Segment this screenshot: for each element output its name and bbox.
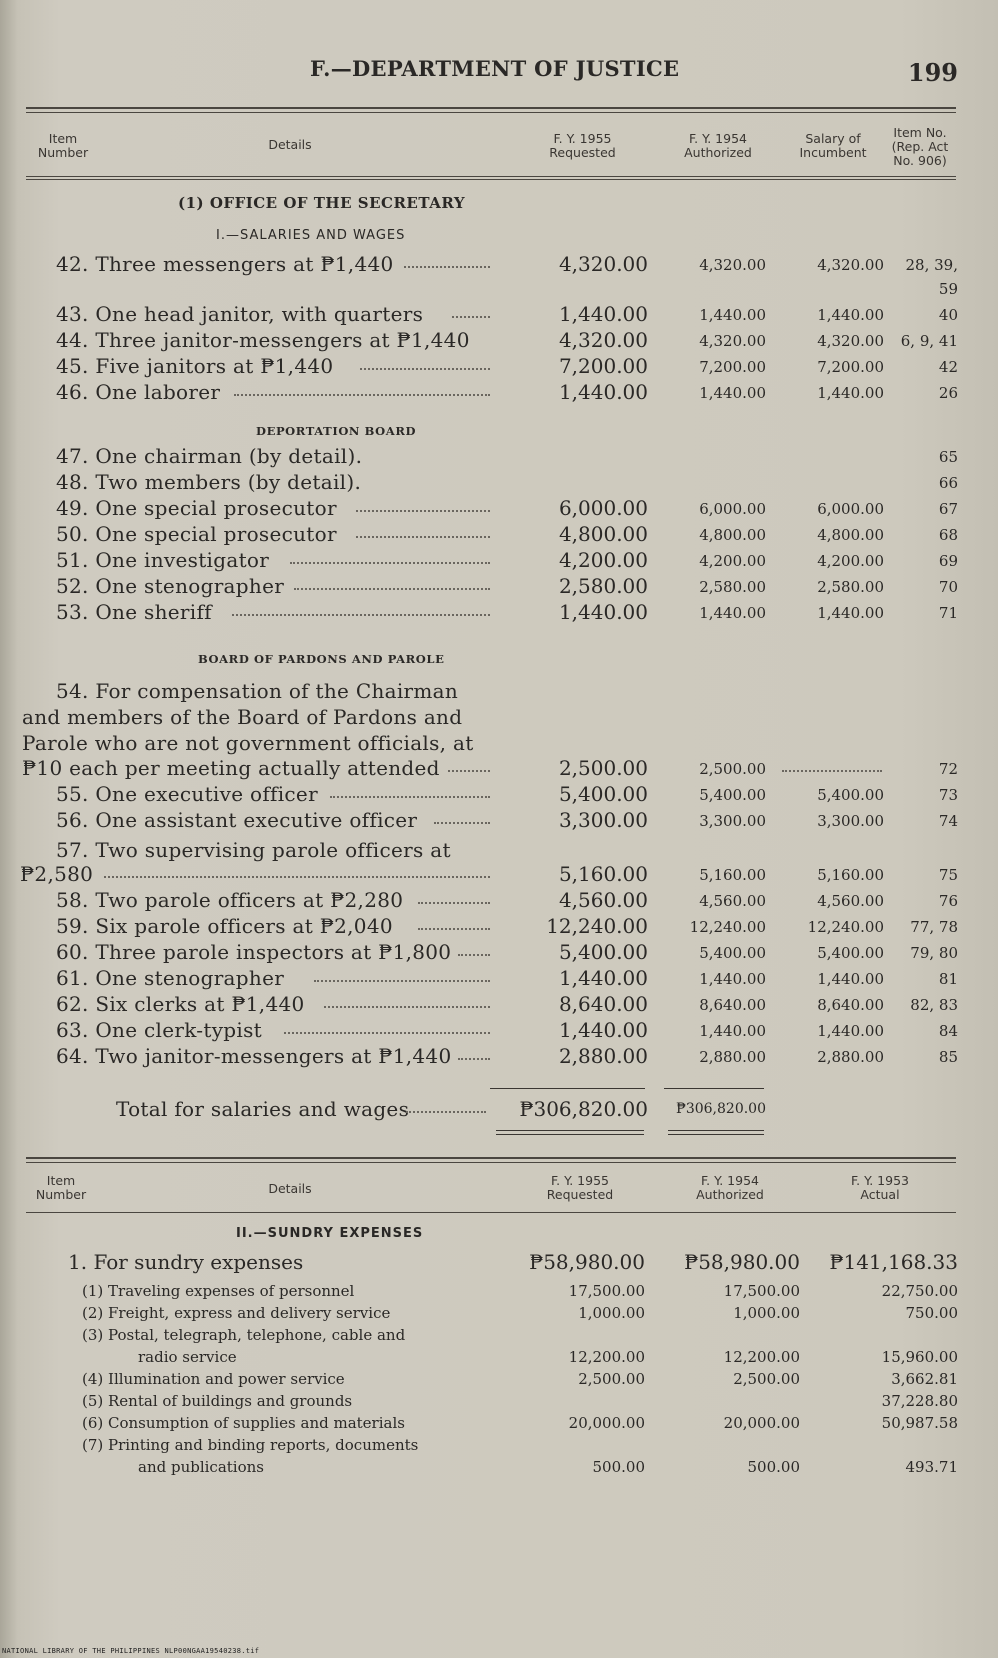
sundry-row <box>0 1392 998 1414</box>
row-requested: 12,240.00 <box>546 914 648 938</box>
sundry-row-authorized: 500.00 <box>747 1458 800 1476</box>
row-item-no: 28, 39, <box>905 256 958 274</box>
sundry-row <box>0 1370 998 1392</box>
header-rule-top <box>26 107 956 109</box>
row-requested: 4,320.00 <box>558 252 648 276</box>
t2-col-fy1953 <box>830 1174 930 1202</box>
table2-rule-top-thin <box>26 1162 956 1163</box>
row-detail: 47. One chairman (by detail). <box>56 444 363 468</box>
row-requested: 4,800.00 <box>558 522 648 546</box>
row-salary: 1,440.00 <box>817 384 884 402</box>
col-fy1955 <box>535 132 630 160</box>
table-row <box>0 756 998 782</box>
row-leader <box>234 394 490 396</box>
table-row <box>0 302 998 328</box>
row-requested: 8,640.00 <box>558 992 648 1016</box>
total-label: Total for salaries and wages <box>116 1097 410 1121</box>
sundry-row-actual: 3,662.81 <box>891 1370 958 1388</box>
table-row <box>0 992 998 1018</box>
t2-col-fy1954-line1: F. Y. 1954 <box>701 1173 759 1188</box>
table-row <box>0 548 998 574</box>
row-authorized: 4,800.00 <box>699 526 766 544</box>
total-double-rule-2b <box>668 1134 764 1135</box>
row-detail: 52. One stenographer <box>56 574 285 598</box>
table-row <box>0 914 998 940</box>
row-leader <box>404 266 490 268</box>
sundry-row-desc: (1) Traveling expenses of personnel <box>82 1282 355 1300</box>
row-requested: 1,440.00 <box>558 1018 648 1042</box>
row-leader <box>294 588 490 590</box>
row-requested: 1,440.00 <box>558 966 648 990</box>
row-requested: 4,200.00 <box>558 548 648 572</box>
table-row <box>0 574 998 600</box>
table-row <box>0 252 998 298</box>
row-authorized: 12,240.00 <box>689 918 766 936</box>
sundry-row-desc: (4) Illumination and power service <box>82 1370 345 1388</box>
t2-col-fy1953-line1: F. Y. 1953 <box>851 1173 909 1188</box>
col-item-no-act-line3: No. 906) <box>893 153 947 168</box>
row-salary: 5,160.00 <box>817 866 884 884</box>
row-salary: 1,440.00 <box>817 604 884 622</box>
t2-col-fy1955-line2: Requested <box>546 1187 614 1202</box>
row-requested: 2,580.00 <box>558 574 648 598</box>
col-item-number <box>28 132 98 160</box>
sundry-row-requested: 12,200.00 <box>568 1348 645 1366</box>
row-leader <box>290 562 490 564</box>
sundry-heading: II.—SUNDRY EXPENSES <box>236 1226 424 1241</box>
row-requested: 2,500.00 <box>558 756 648 780</box>
col-item-number-line1: Item <box>48 131 78 146</box>
row-item-no: 42 <box>938 358 958 376</box>
row-detail: 44. Three janitor-messengers at ₱1,440 <box>56 328 470 352</box>
table-row <box>0 328 998 354</box>
row-requested: 2,880.00 <box>558 1044 648 1068</box>
row-detail: 51. One investigator <box>56 548 270 572</box>
row-salary: 5,400.00 <box>817 944 884 962</box>
row-detail: 56. One assistant executive officer <box>56 808 418 832</box>
row-item-no: 66 <box>938 474 958 492</box>
row-detail: 58. Two parole officers at ₱2,280 <box>56 888 404 912</box>
table-row <box>0 966 998 992</box>
total-double-rule-1a <box>496 1130 644 1131</box>
item-57-paragraph <box>22 837 492 863</box>
col-fy1955-line2: Requested <box>549 145 616 160</box>
row-leader <box>330 796 490 798</box>
sundry-row-actual: 15,960.00 <box>881 1348 958 1366</box>
row-item-no: 67 <box>938 500 958 518</box>
row-requested: 1,440.00 <box>558 302 648 326</box>
sundry-row-desc: (5) Rental of buildings and grounds <box>82 1392 353 1410</box>
sundry-row-authorized: 2,500.00 <box>733 1370 800 1388</box>
row-leader <box>356 510 490 512</box>
row-authorized: 6,000.00 <box>699 500 766 518</box>
total-leader <box>406 1111 486 1113</box>
table-row <box>0 888 998 914</box>
t2-col-fy1954 <box>675 1174 785 1202</box>
item-57-line1: 57. Two supervising parole officers at <box>56 838 451 862</box>
row-leader <box>356 536 490 538</box>
row-authorized: 1,440.00 <box>699 604 766 622</box>
table-row <box>0 600 998 626</box>
row-leader <box>360 368 490 370</box>
t2-col-fy1954-line2: Authorized <box>696 1187 764 1202</box>
row-item-no: 26 <box>938 384 958 402</box>
row-detail: 49. One special prosecutor <box>56 496 337 520</box>
row-detail: 46. One laborer <box>56 380 221 404</box>
row-detail: 55. One executive officer <box>56 782 318 806</box>
row-authorized: 1,440.00 <box>699 970 766 988</box>
col-fy1954-line1: F. Y. 1954 <box>689 131 747 146</box>
sundry-row-actual: 50,987.58 <box>881 1414 958 1432</box>
row-leader <box>434 822 490 824</box>
col-details: Details <box>268 137 312 152</box>
salaries-heading: I.—SALARIES AND WAGES <box>216 228 406 243</box>
row-authorized: 7,200.00 <box>699 358 766 376</box>
office-heading: (1) OFFICE OF THE SECRETARY <box>178 194 466 212</box>
row-requested: 5,400.00 <box>558 940 648 964</box>
total-requested: ₱306,820.00 <box>519 1097 648 1121</box>
row-authorized: 8,640.00 <box>699 996 766 1014</box>
row-requested: 4,320.00 <box>558 328 648 352</box>
row-authorized: 4,560.00 <box>699 892 766 910</box>
row-item-no: 71 <box>938 604 958 622</box>
row-detail: 63. One clerk-typist <box>56 1018 262 1042</box>
row-detail: 64. Two janitor-messengers at ₱1,440 <box>56 1044 452 1068</box>
row-leader <box>458 954 490 956</box>
row-item-no: 84 <box>938 1022 958 1040</box>
row-leader <box>452 316 490 318</box>
row-salary: 2,580.00 <box>817 578 884 596</box>
row-authorized: 3,300.00 <box>699 812 766 830</box>
row-detail: 59. Six parole officers at ₱2,040 <box>56 914 393 938</box>
row-item-no: 76 <box>938 892 958 910</box>
sundry-row-actual: 22,750.00 <box>881 1282 958 1300</box>
sundry-row-authorized: 17,500.00 <box>723 1282 800 1300</box>
t2-col-fy1953-line2: Actual <box>860 1187 900 1202</box>
row-detail: 62. Six clerks at ₱1,440 <box>56 992 305 1016</box>
header-rule-bottom <box>26 176 956 177</box>
sundry-row <box>0 1282 998 1304</box>
row-item-no: 40 <box>938 306 958 324</box>
t2-col-fy1955 <box>530 1174 630 1202</box>
row-authorized: 2,880.00 <box>699 1048 766 1066</box>
sundry-row-desc: (7) Printing and binding reports, documents <box>82 1436 419 1454</box>
row-leader <box>314 980 490 982</box>
footer-archive-stamp: NATIONAL LIBRARY OF THE PHILIPPINES NLP00NGAA19540238.tif <box>2 1647 260 1655</box>
row-salary: 4,320.00 <box>817 332 884 350</box>
col-fy1955-line1: F. Y. 1955 <box>553 131 612 146</box>
col-item-no-act-line2: (Rep. Act <box>891 139 949 154</box>
table-row <box>0 380 998 406</box>
row-leader <box>324 1006 490 1008</box>
row-salary: 2,880.00 <box>817 1048 884 1066</box>
row-requested: 6,000.00 <box>558 496 648 520</box>
sundry-main-actual: ₱141,168.33 <box>829 1250 958 1274</box>
table-row <box>0 782 998 808</box>
sundry-row-requested: 500.00 <box>592 1458 645 1476</box>
row-salary: 3,300.00 <box>817 812 884 830</box>
row-requested: 5,160.00 <box>558 862 648 886</box>
total-rule-authorized <box>664 1088 764 1089</box>
total-row <box>0 1097 998 1123</box>
row-authorized: 4,320.00 <box>699 256 766 274</box>
row-salary: 1,440.00 <box>817 306 884 324</box>
row-detail: 43. One head janitor, with quarters <box>56 302 424 326</box>
row-item-no: 74 <box>938 812 958 830</box>
table-row <box>0 496 998 522</box>
row-item-no-cont: 59 <box>938 280 958 298</box>
item-54-paragraph <box>22 678 492 756</box>
sundry-row-desc: (6) Consumption of supplies and materials <box>82 1414 405 1432</box>
col-fy1954-line2: Authorized <box>684 145 752 160</box>
row-detail: 50. One special prosecutor <box>56 522 337 546</box>
sundry-row <box>0 1326 998 1366</box>
page-number: 199 <box>907 58 958 87</box>
row-item-no: 70 <box>938 578 958 596</box>
row-item-no: 79, 80 <box>910 944 958 962</box>
row-salary: 4,560.00 <box>817 892 884 910</box>
row-detail: 48. Two members (by detail). <box>56 470 362 494</box>
row-salary: 8,640.00 <box>817 996 884 1014</box>
row-item-no: 73 <box>938 786 958 804</box>
sundry-row-authorized: 12,200.00 <box>723 1348 800 1366</box>
row-salary: 1,440.00 <box>817 970 884 988</box>
row-authorized: 5,160.00 <box>699 866 766 884</box>
sundry-row <box>0 1414 998 1436</box>
table2-rule-bottom <box>26 1212 956 1213</box>
row-authorized: 1,440.00 <box>699 306 766 324</box>
row-item-no: 82, 83 <box>910 996 958 1014</box>
col-salary-line1: Salary of <box>805 131 861 146</box>
row-leader <box>448 770 490 772</box>
table-row <box>0 522 998 548</box>
row-leader <box>458 1058 490 1060</box>
table2-rule-top <box>26 1157 956 1159</box>
sundry-row-authorized: 20,000.00 <box>723 1414 800 1432</box>
row-detail: ₱2,580 <box>20 862 94 886</box>
col-fy1954 <box>668 132 768 160</box>
t2-col-fy1955-line1: F. Y. 1955 <box>551 1173 609 1188</box>
sundry-row <box>0 1304 998 1326</box>
table-row <box>0 470 998 496</box>
row-leader <box>284 1032 490 1034</box>
sundry-row-requested: 2,500.00 <box>578 1370 645 1388</box>
t2-col-item-number-line1: Item <box>46 1173 76 1188</box>
col-item-no-act-line1: Item No. <box>893 125 947 140</box>
total-double-rule-1b <box>496 1134 644 1135</box>
row-detail: 53. One sheriff <box>56 600 212 624</box>
sundry-row-requested: 17,500.00 <box>568 1282 645 1300</box>
pardons-board-heading: BOARD OF PARDONS AND PAROLE <box>198 652 445 666</box>
row-salary: 5,400.00 <box>817 786 884 804</box>
sundry-main-row <box>0 1250 998 1278</box>
item-54-line3: Parole who are not government officials, at <box>22 731 474 755</box>
row-salary: 1,440.00 <box>817 1022 884 1040</box>
total-rule-requested <box>490 1088 645 1089</box>
header-rule-top-thin <box>26 112 956 113</box>
row-requested: 7,200.00 <box>558 354 648 378</box>
row-leader <box>418 928 490 930</box>
col-item-no-act <box>880 126 960 168</box>
row-requested: 5,400.00 <box>558 782 648 806</box>
col-salary-line2: Incumbent <box>799 145 867 160</box>
table-row <box>0 1018 998 1044</box>
t2-col-details: Details <box>268 1181 312 1196</box>
row-authorized: 4,320.00 <box>699 332 766 350</box>
row-detail: 61. One stenographer <box>56 966 285 990</box>
page-title: F.—DEPARTMENT OF JUSTICE <box>310 56 680 81</box>
row-salary: 4,200.00 <box>817 552 884 570</box>
t2-col-item-number-line2: Number <box>35 1187 87 1202</box>
sundry-row-requested: 20,000.00 <box>568 1414 645 1432</box>
row-item-no: 69 <box>938 552 958 570</box>
row-detail: 42. Three messengers at ₱1,440 <box>56 252 394 276</box>
col-salary <box>788 132 878 160</box>
row-leader-salary <box>782 770 882 772</box>
sundry-row-desc: (3) Postal, telegraph, telephone, cable and <box>82 1326 406 1344</box>
table-row <box>0 1044 998 1070</box>
row-authorized: 4,200.00 <box>699 552 766 570</box>
sundry-row-actual: 493.71 <box>905 1458 958 1476</box>
sundry-row-authorized: 1,000.00 <box>733 1304 800 1322</box>
row-requested: 4,560.00 <box>558 888 648 912</box>
total-double-rule-2a <box>668 1130 764 1131</box>
row-detail: 45. Five janitors at ₱1,440 <box>56 354 334 378</box>
row-authorized: 1,440.00 <box>699 1022 766 1040</box>
row-salary: 6,000.00 <box>817 500 884 518</box>
sundry-row <box>0 1436 998 1476</box>
row-item-no: 6, 9, 41 <box>900 332 958 350</box>
row-salary: 12,240.00 <box>807 918 884 936</box>
row-authorized: 2,580.00 <box>699 578 766 596</box>
sundry-row-desc-cont: and publications <box>138 1458 264 1476</box>
sundry-main-desc: 1. For sundry expenses <box>68 1250 304 1274</box>
row-salary: 4,320.00 <box>817 256 884 274</box>
row-item-no: 77, 78 <box>910 918 958 936</box>
deportation-board-heading: DEPORTATION BOARD <box>256 424 417 438</box>
row-item-no: 72 <box>938 760 958 778</box>
row-leader <box>104 876 490 878</box>
sundry-main-authorized: ₱58,980.00 <box>684 1250 800 1274</box>
total-authorized: ₱306,820.00 <box>675 1101 766 1117</box>
row-salary: 7,200.00 <box>817 358 884 376</box>
table-row <box>0 354 998 380</box>
sundry-row-actual: 37,228.80 <box>881 1392 958 1410</box>
row-leader <box>418 902 490 904</box>
row-authorized: 2,500.00 <box>699 760 766 778</box>
table-row <box>0 940 998 966</box>
row-authorized: 5,400.00 <box>699 944 766 962</box>
row-requested: 3,300.00 <box>558 808 648 832</box>
col-item-number-line2: Number <box>37 145 89 160</box>
row-item-no: 68 <box>938 526 958 544</box>
row-salary: 4,800.00 <box>817 526 884 544</box>
t2-col-item-number <box>26 1174 96 1202</box>
sundry-row-actual: 750.00 <box>905 1304 958 1322</box>
page-header <box>0 56 998 86</box>
row-leader <box>232 614 490 616</box>
row-item-no: 85 <box>938 1048 958 1066</box>
sundry-row-desc-cont: radio service <box>138 1348 237 1366</box>
row-detail: ₱10 each per meeting actually attended <box>22 756 440 780</box>
item-54-line1: 54. For compensation of the Chairman <box>56 679 459 703</box>
row-authorized: 1,440.00 <box>699 384 766 402</box>
table-row <box>0 808 998 834</box>
table-row <box>0 444 998 470</box>
header-rule-bottom-2 <box>26 179 956 180</box>
sundry-row-desc: (2) Freight, express and delivery service <box>82 1304 391 1322</box>
row-requested: 1,440.00 <box>558 380 648 404</box>
row-item-no: 65 <box>938 448 958 466</box>
row-item-no: 81 <box>938 970 958 988</box>
row-authorized: 5,400.00 <box>699 786 766 804</box>
sundry-row-requested: 1,000.00 <box>578 1304 645 1322</box>
item-54-line2: and members of the Board of Pardons and <box>22 705 463 729</box>
row-item-no: 75 <box>938 866 958 884</box>
table-row <box>0 862 998 888</box>
sundry-main-requested: ₱58,980.00 <box>529 1250 645 1274</box>
row-requested: 1,440.00 <box>558 600 648 624</box>
row-detail: 60. Three parole inspectors at ₱1,800 <box>56 940 452 964</box>
